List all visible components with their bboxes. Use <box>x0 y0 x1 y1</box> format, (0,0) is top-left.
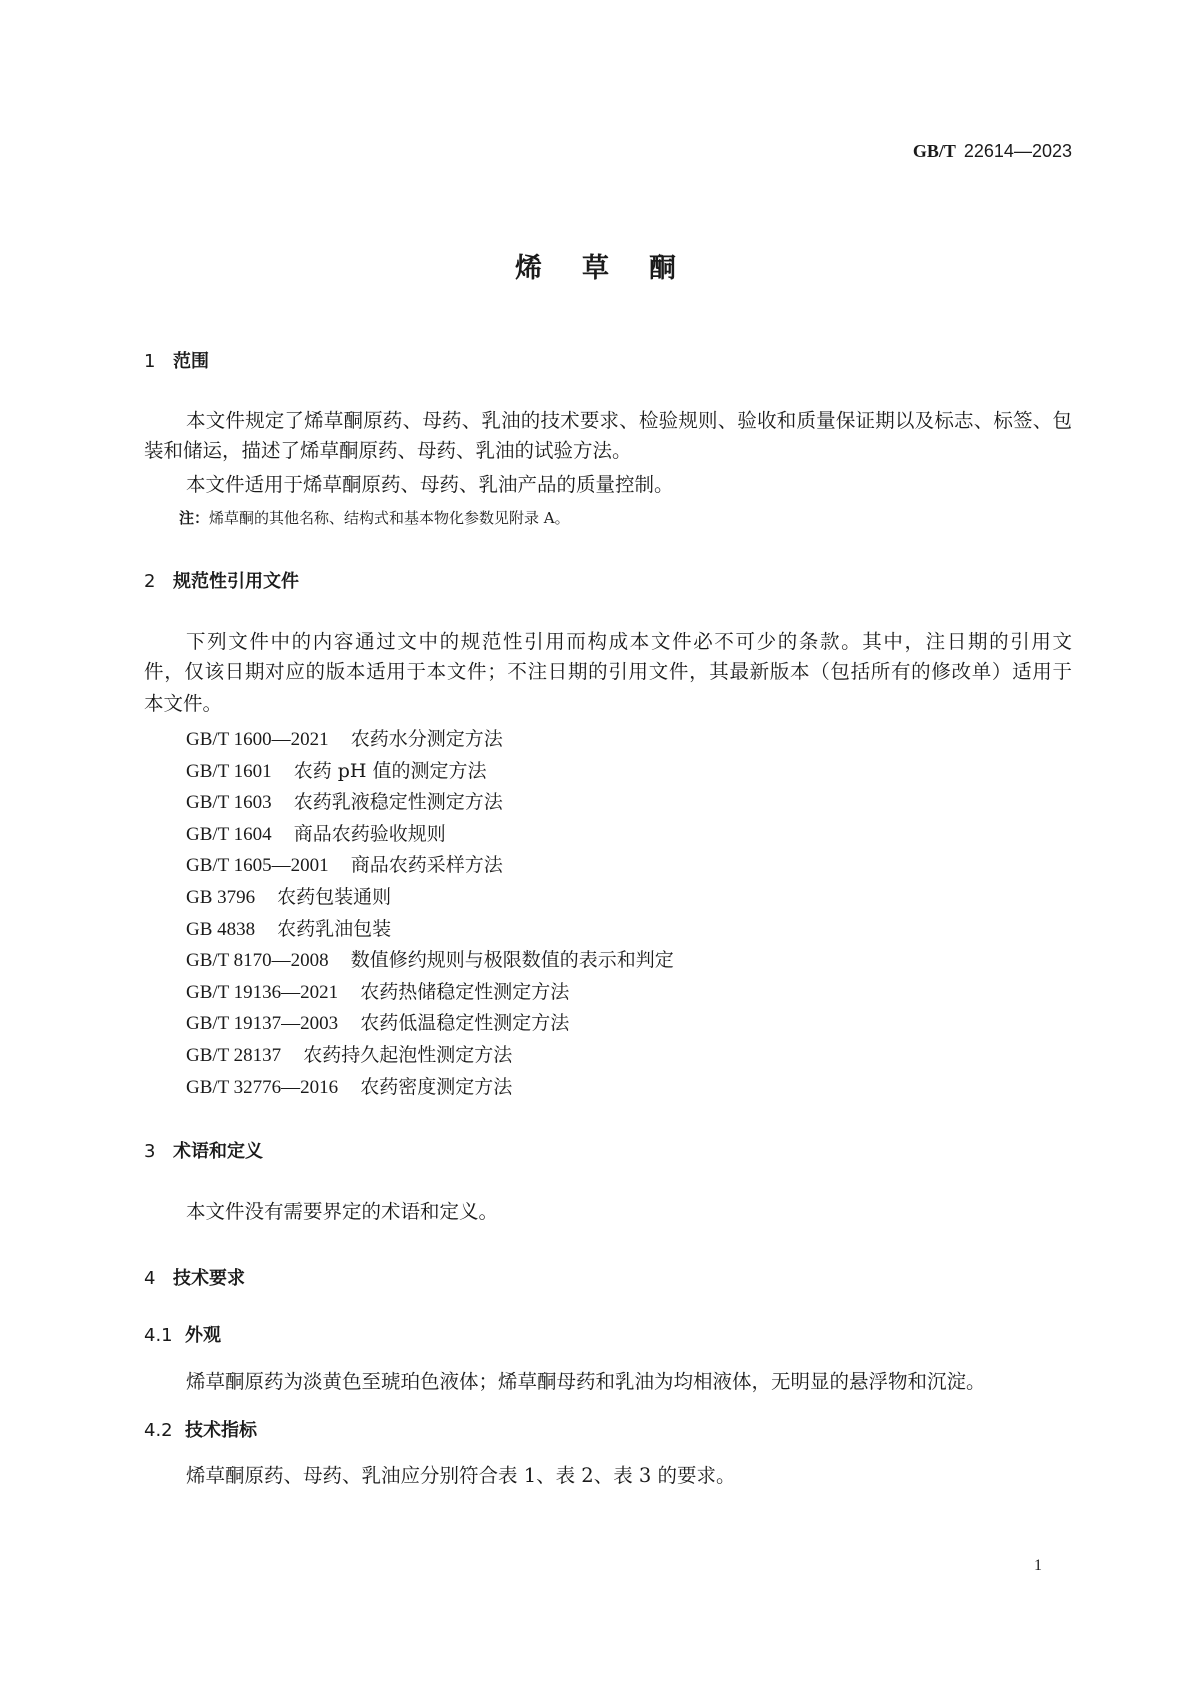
section-title: 规范性引用文件 <box>173 571 299 592</box>
paragraph-line: 装和储运，描述了烯草酮原药、母药、乳油的试验方法。 <box>144 439 632 462</box>
reference-item <box>186 914 391 941</box>
reference-code: GB/T 1604 <box>186 823 272 845</box>
reference-item <box>186 787 503 814</box>
section-4-heading <box>144 1264 245 1290</box>
section-2-heading <box>144 567 299 593</box>
reference-item <box>186 1072 512 1099</box>
reference-item <box>186 1040 512 1067</box>
section-1-heading <box>144 347 209 373</box>
reference-item <box>186 882 391 909</box>
reference-title: 商品农药采样方法 <box>350 854 503 877</box>
reference-title: 农药 pH 值的测定方法 <box>293 759 487 782</box>
reference-code: GB 3796 <box>186 887 256 908</box>
section-4-2-heading <box>144 1416 257 1442</box>
reference-code: GB/T 32776—2016 <box>186 1076 339 1098</box>
paragraph-line: 本文件适用于烯草酮原药、母药、乳油产品的质量控制。 <box>186 473 674 496</box>
reference-title: 商品农药验收规则 <box>293 822 446 845</box>
reference-title: 农药密度测定方法 <box>360 1075 513 1098</box>
note <box>179 507 570 528</box>
reference-code: GB/T 19136—2021 <box>186 981 339 1003</box>
section-number: 4.2 <box>144 1420 173 1441</box>
page-title: 烯草酮 <box>515 253 716 284</box>
reference-code: GB/T 8170—2008 <box>186 950 329 972</box>
section-4-1-heading <box>144 1321 221 1347</box>
reference-code: GB 4838 <box>186 918 256 940</box>
section-number: 3 <box>144 1141 156 1162</box>
paragraph-line: 本文件规定了烯草酮原药、母药、乳油的技术要求、检验规则、验收和质量保证期以及标志、标签、包 <box>186 409 1072 432</box>
reference-code: GB/T 1605—2001 <box>186 855 329 877</box>
paragraph-line: 烯草酮原药、母药、乳油应分别符合表 1、表 2、表 3 的要求。 <box>186 1464 736 1487</box>
paragraph-line: 烯草酮原药为淡黄色至琥珀色液体；烯草酮母药和乳油为均相液体，无明显的悬浮物和沉淀。 <box>186 1370 986 1393</box>
reference-item <box>186 977 569 1004</box>
paragraph-line: 件，仅该日期对应的版本适用于本文件；不注日期的引用文件，其最新版本（包括所有的修改单）适用于 <box>144 660 1072 683</box>
reference-code: GB/T 1600—2021 <box>186 729 329 750</box>
reference-item <box>186 724 503 751</box>
paragraph-line: 本文件。 <box>144 692 223 715</box>
page-number: 1 <box>1034 1557 1042 1574</box>
reference-item <box>186 1008 569 1035</box>
section-title: 外观 <box>185 1325 221 1346</box>
section-title: 范围 <box>173 351 209 372</box>
section-number: 4.1 <box>144 1325 173 1346</box>
section-title: 技术要求 <box>173 1268 245 1289</box>
note-text: 烯草酮的其他名称、结构式和基本物化参数见附录 A。 <box>209 509 570 527</box>
paragraph-line: 下列文件中的内容通过文中的规范性引用而构成本文件必不可少的条款。其中，注日期的引用文 <box>186 630 1072 653</box>
reference-title: 农药持久起泡性测定方法 <box>303 1044 513 1066</box>
reference-code: GB/T 19137—2003 <box>186 1013 339 1035</box>
reference-item <box>186 819 446 846</box>
note-label: 注： <box>179 509 210 527</box>
section-number: 2 <box>144 571 156 592</box>
reference-title: 农药乳液稳定性测定方法 <box>293 791 503 814</box>
section-3-heading <box>144 1137 263 1163</box>
section-title: 术语和定义 <box>173 1141 263 1162</box>
reference-item <box>186 850 503 877</box>
reference-title: 农药低温稳定性测定方法 <box>360 1012 570 1035</box>
reference-code: GB/T 28137 <box>186 1045 282 1066</box>
reference-title: 农药包装通则 <box>277 886 392 908</box>
reference-title: 农药乳油包装 <box>277 917 392 940</box>
reference-title: 农药水分测定方法 <box>350 728 503 750</box>
section-number: 1 <box>144 351 156 372</box>
reference-item <box>186 756 487 783</box>
reference-code: GB/T 1601 <box>186 760 272 782</box>
section-title: 技术指标 <box>185 1420 257 1441</box>
paragraph-line: 本文件没有需要界定的术语和定义。 <box>186 1200 499 1223</box>
standard-prefix: GB/T <box>912 141 956 161</box>
reference-title: 数值修约规则与极限数值的表示和判定 <box>350 949 674 972</box>
reference-item <box>186 945 674 972</box>
reference-code: GB/T 1603 <box>186 792 272 814</box>
standard-number <box>913 141 1072 162</box>
standard-code: 22614—2023 <box>963 141 1072 161</box>
reference-title: 农药热储稳定性测定方法 <box>360 980 570 1003</box>
section-number: 4 <box>144 1268 156 1289</box>
